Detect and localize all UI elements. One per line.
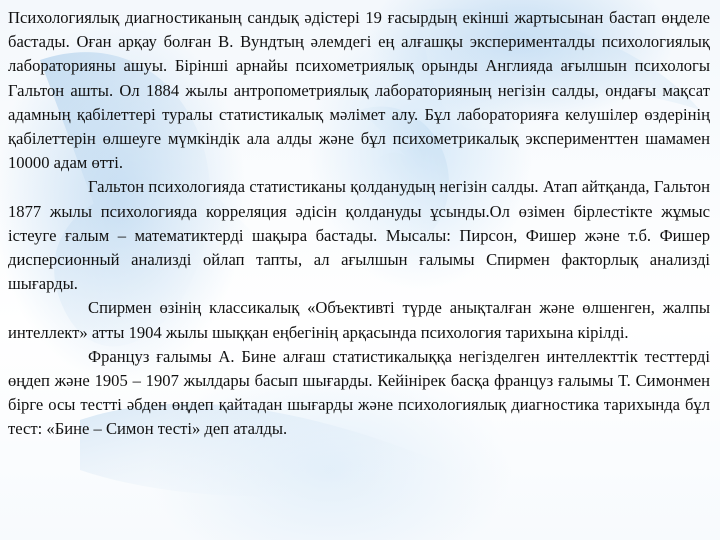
paragraph-3: Спирмен өзінің классикалық «Объективті түрде анықталған және өлшенген, жалпы интеллект» атты 1904 жылы шыққан еңбегінің арқасында психология тарихына кірілді. — [8, 298, 710, 342]
paragraph-1: Психологиялық диагностиканың сандық әдістері 19 ғасырдың екінші жартысынан бастап өңделе бастады. Оған арқау болған В. Вундтың әлемдегі ең алғашқы эксперименталды психологиялық лабораторияны ашуы. Бірінші арнайы психометриялық орынды Англияда ағылшын психологы Гальтон ашты. Ол 1884 жылы антропометриялық лабораторияның негізін салды, ондағы мақсат адамның қабілеттері туралы статистикалық мәлімет алу. Бұл лабораторияға келушілер өздерінің қабілеттерін өлшеуге мүмкіндік ала алды және бұл психометрикалық эксперименттен шамамен 10000 адам өтті. — [8, 8, 710, 173]
paragraph-4: Француз ғалымы А. Бине алғаш статистикалыққа негізделген интеллекттік тесттерді өңдеп және 1905 – 1907 жылдары басып шығарды. Кейінірек басқа француз ғалымы Т. Симонмен бірге осы тестті әбден өңдеп қайтадан шығарды және психологиялық диагностика тарихында бұл тест: «Бине – Симон тесті» деп аталды. — [8, 346, 710, 439]
document-body — [8, 6, 710, 442]
paragraph-2: Гальтон психологияда статистиканы қолданудың негізін салды. Атап айтқанда, Гальтон 1877 жылы психологияда корреляция әдісін қолдануды ұсынды.Ол өзімен бірлестікте жұмыс істеуге ғалым – математиктерді шақыра бастады. Мысалы: Пирсон, Фишер және т.б. Фишер дисперсионный анализді ойлап тапты, ал ағылшын ғалымы Спирмен факторлық анализді шығарды. — [8, 177, 710, 294]
